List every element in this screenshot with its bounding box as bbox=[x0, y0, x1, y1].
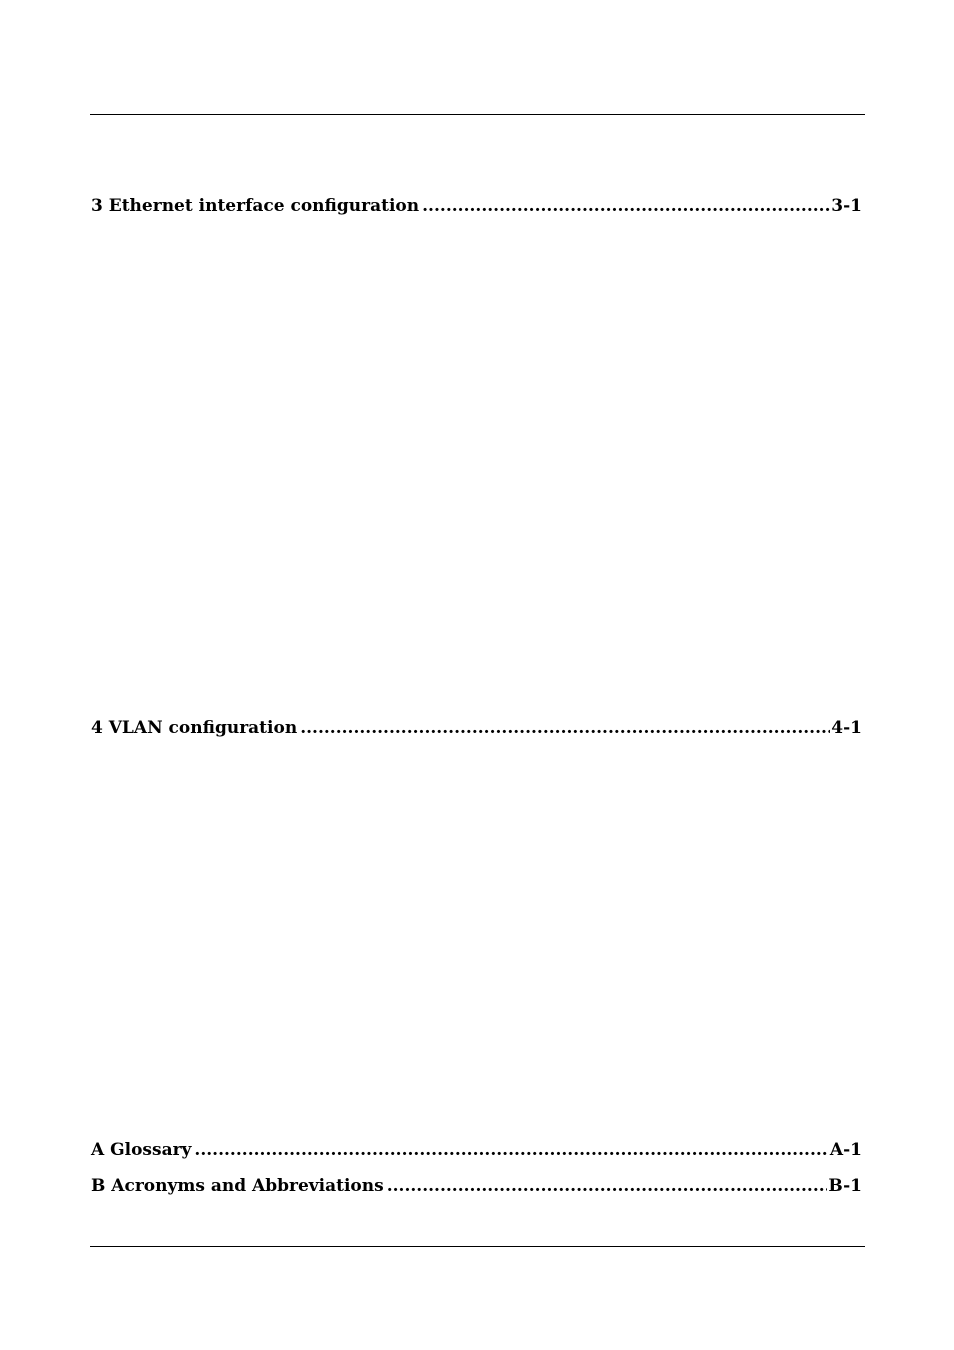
footer-rule bbox=[90, 1246, 865, 1247]
toc-entry-acronyms[interactable] bbox=[91, 1175, 862, 1197]
toc-entry-title: A Glossary bbox=[91, 1140, 192, 1160]
header-rule bbox=[90, 114, 865, 115]
toc-entry-title: B Acronyms and Abbreviations bbox=[91, 1176, 384, 1196]
toc-entry-title: 4 VLAN configuration bbox=[91, 718, 298, 738]
toc-entry-vlan[interactable] bbox=[91, 717, 862, 739]
toc-entry-page: A-1 bbox=[829, 1140, 862, 1160]
toc-entry-page: B-1 bbox=[828, 1176, 862, 1196]
toc-entry-page: 4-1 bbox=[831, 718, 862, 738]
toc-dot-leader bbox=[194, 1139, 829, 1161]
toc-dot-leader bbox=[300, 717, 830, 739]
toc-dot-leader bbox=[422, 195, 830, 217]
toc-dot-leader bbox=[387, 1175, 828, 1197]
toc-entry-glossary[interactable] bbox=[91, 1139, 862, 1161]
toc-entry-ethernet-interface[interactable] bbox=[91, 195, 862, 217]
toc-entry-title: 3 Ethernet interface configuration bbox=[91, 196, 420, 216]
toc-entry-page: 3-1 bbox=[831, 196, 862, 216]
